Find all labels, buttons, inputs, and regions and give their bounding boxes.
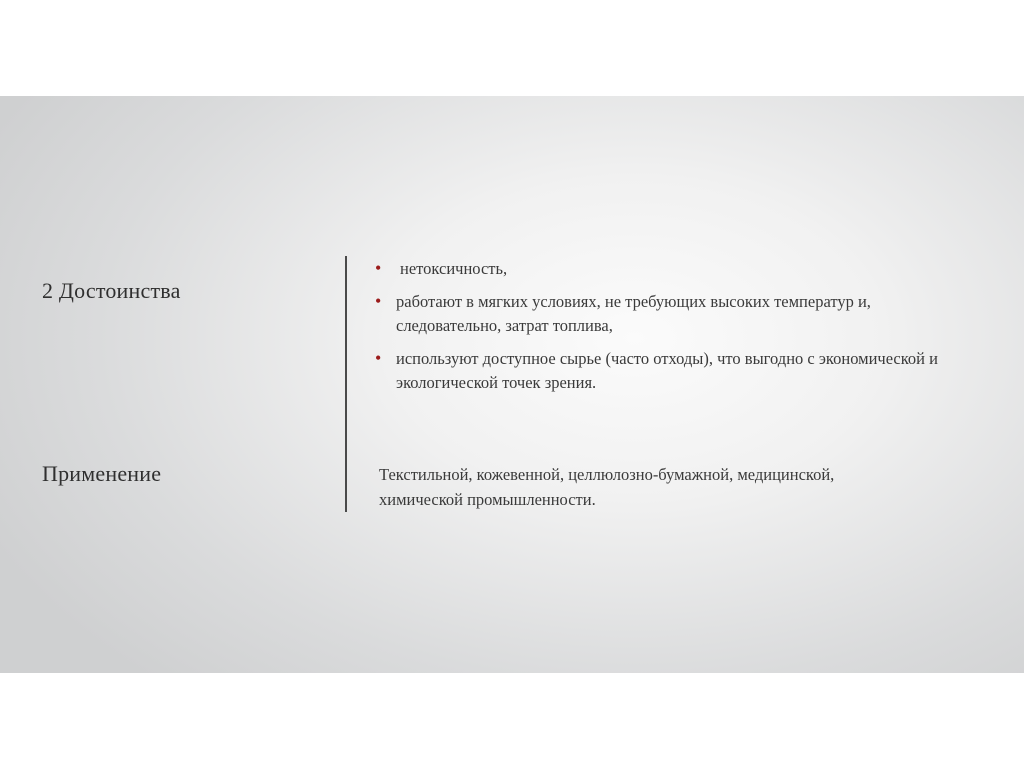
advantages-heading: 2 Достоинства [42, 278, 181, 303]
list-item [371, 257, 971, 281]
application-text: Текстильной, кожевенной, целлюлозно-бумажной, медицинской, химической промышленности. [379, 465, 835, 509]
bullet-icon: • [375, 258, 382, 278]
application-heading: Применение [42, 461, 162, 486]
bullet-icon: • [375, 348, 382, 368]
list-item-text: работают в мягких условиях, не требующих высоких температур и, следовательно, затрат топлива, [396, 292, 871, 335]
list-item [371, 290, 971, 338]
slide [0, 96, 1024, 673]
vertical-divider [345, 256, 347, 512]
list-item [371, 347, 971, 395]
list-item-text: нетоксичность, [400, 259, 508, 278]
list-item-text: используют доступное сырье (часто отходы), что выгодно с экономической и экологической точек зрения. [396, 349, 938, 392]
advantages-list [371, 257, 971, 404]
bullet-icon: • [375, 291, 382, 311]
